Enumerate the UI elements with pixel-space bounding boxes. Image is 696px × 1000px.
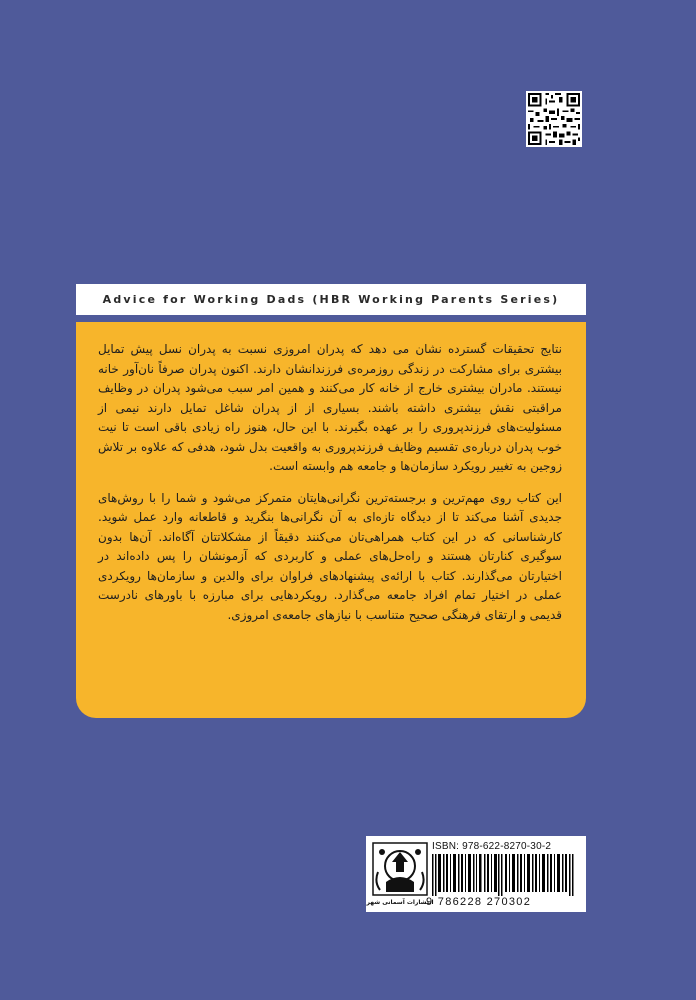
series-title-bar (76, 284, 586, 315)
isbn-barcode-box (366, 836, 586, 912)
qr-code-icon (526, 91, 582, 147)
publisher-name: انتشارات آسمانی شهر (366, 899, 434, 906)
publisher-logo-icon (366, 842, 434, 906)
blurb-paragraph-1: نتایج تحقیقات گسترده نشان می دهد که پدران امروزی نسبت به پدران نسل پیش تمایل بیشتری برای مشارکت در زندگی روزمره‌ی فرزندانشان دارند. اکنون پدران صرفاً نان‌آور خانه نیستند. مادران بیشتری خارج از خانه کار می‌کنند و همین امر سبب می‌شود پدران در وظایف مراقبتی نقش بیشتری داشته باشند. بسیاری از از پدران شاغل تمایل دارند نیمی از مسئولیت‌های فرزندپروری را بر عهده بگیرند. با این حال، هنوز راه زیادی باقی است تا نیت خوب پدران درباره‌ی تقسیم وظایف فرزندپروری به واقعیت بدل شود، هدفی که علاوه بر تلاش زوجین به تغییر رویکرد سازمان‌ها و جامعه هم وابسته است. (98, 342, 562, 473)
barcode-digits: 9 786228 270302 (426, 896, 532, 908)
blurb-paragraph-2: این کتاب روی مهم‌ترین و برجسته‌ترین نگرانی‌هایتان متمرکز می‌شود و شما را با روش‌های جدیدی آشنا می‌کند تا از دیدگاه تازه‌ای به آن نگرانی‌ها بنگرید و قاطعانه وارد عمل شوید. کارشناسانی که در این کتاب همراهی‌تان می‌کنند دقیقاً از مشکلاتتان آگاه‌اند. آن‌ها بدون سوگیری کنارتان هستند و راه‌حل‌های عملی و کاربردی که آزمونشان را پس داده‌اند در اختیارتان می‌گذارند. کتاب با ارائه‌ی پیشنهادهای فراوان برای والدین و سازمان‌ها رویکردی عملی در اختیار تمام افراد جامعه می‌گذارد. رویکردهایی برای مبارزه با باورهای نادرست قدیمی و ارتقای فرهنگی صحیح متناسب با نیازهای جامعه‌ی امروزی. (98, 490, 562, 622)
isbn-label: ISBN: 978-622-8270-30-2 (432, 841, 552, 852)
blurb-panel (76, 322, 586, 718)
series-title: Advice for Working Dads (HBR Working Parents Series) (102, 293, 560, 306)
barcode-image (432, 854, 576, 896)
